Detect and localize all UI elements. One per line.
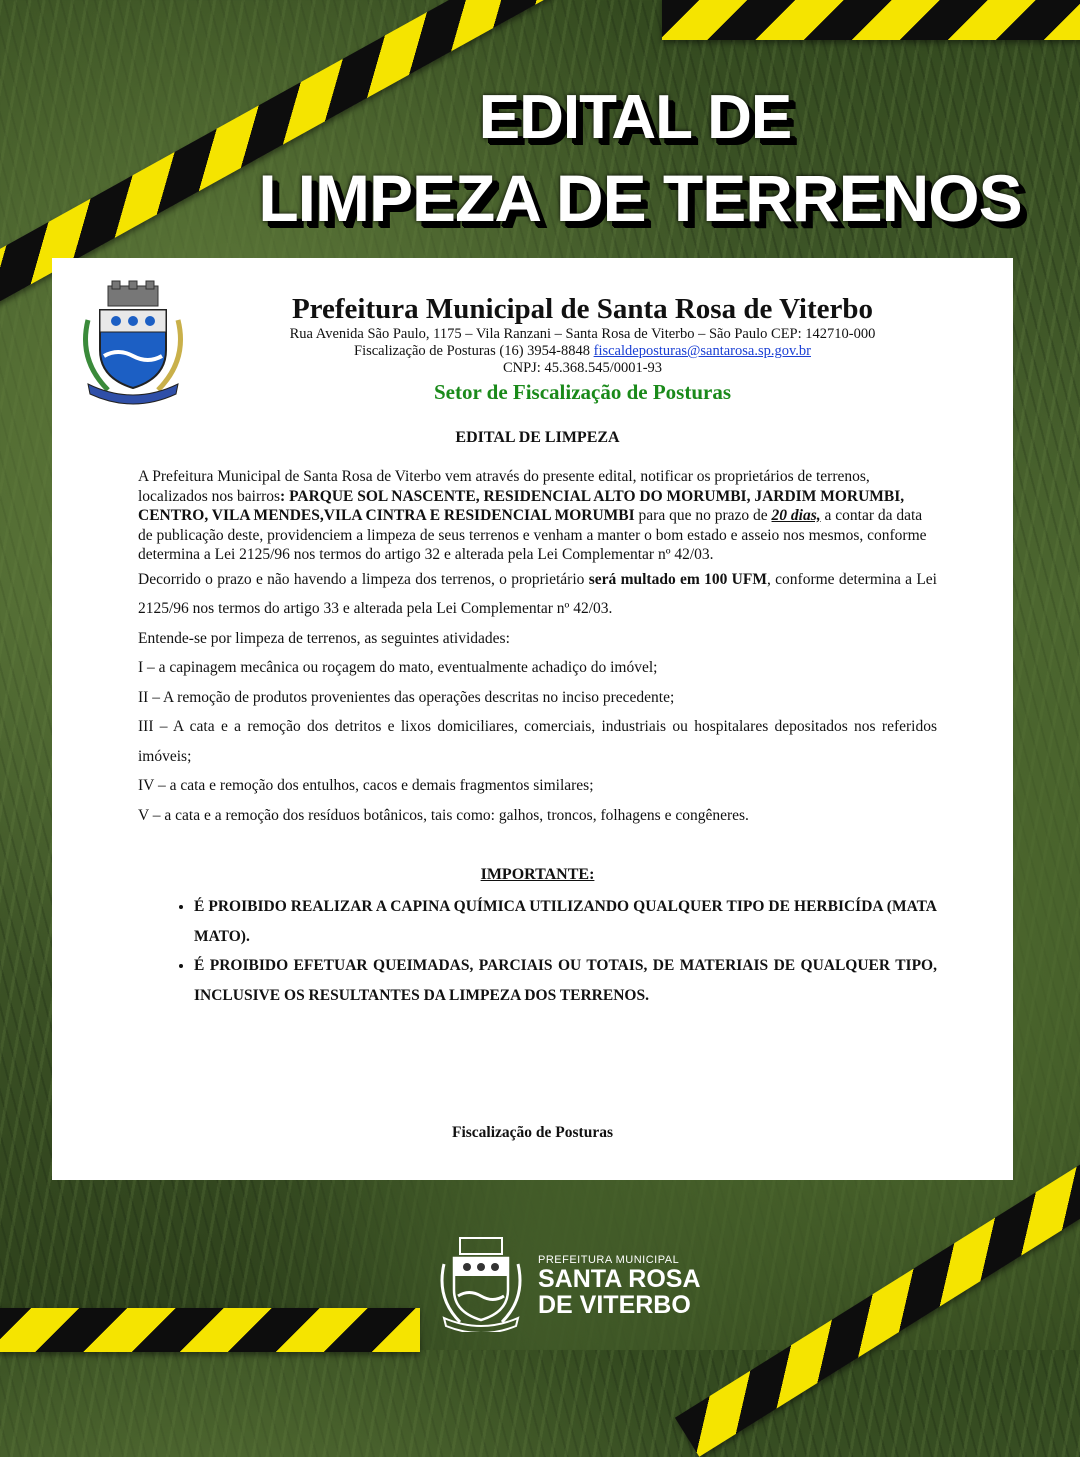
caution-tape-top-right — [662, 0, 1080, 40]
activity-item-5: V – a cata e a remoção dos resíduos botânicos, tais como: galhos, troncos, folhagens e congêneres. — [138, 806, 749, 824]
activity-item-2: II – A remoção de produtos provenientes das operações descritas no inciso precedente; — [138, 688, 675, 706]
edital-document — [52, 258, 1013, 1180]
activity-item-3: III – A cata e a remoção dos detritos e lixos domiciliares, comerciais, industriais ou hospitalares depositados nos referidos imóveis; — [138, 718, 937, 765]
footer-small-text: PREFEITURA MUNICIPAL — [538, 1253, 680, 1266]
penalty-paragraph — [138, 565, 937, 624]
banner-title-line2: LIMPEZA DE TERRENOS — [258, 161, 1022, 235]
penalty-fine: será multado em 100 UFM — [588, 570, 767, 588]
activity-item-1: I – a capinagem mecânica ou roçagem do mato, eventualmente achadiço do imóvel; — [138, 659, 658, 676]
intro-text-1: A Prefeitura Municipal de Santa Rosa de Viterbo vem através do presente edital, notificar os proprietários de terrenos, localizados nos bairros — [138, 468, 870, 505]
footer-city-line1: SANTA ROSA — [538, 1264, 701, 1293]
banner-title-line1: EDITAL DE — [478, 83, 792, 152]
deadline: 20 dias, — [771, 507, 821, 524]
footer-logo — [436, 1234, 701, 1337]
rules-list — [138, 892, 937, 1010]
org-name: Prefeitura Municipal de Santa Rosa de Viterbo — [291, 293, 874, 325]
coat-of-arms-icon — [78, 280, 188, 410]
neighborhoods-list: : PARQUE SOL NASCENTE, RESIDENCIAL ALTO DO MORUMBI, JARDIM MORUMBI, CENTRO, VILA MENDES,VILA CINTRA E RESIDENCIAL MORUMBI — [138, 487, 905, 524]
activity-item-4: IV – a cata e remoção dos entulhos, cacos e demais fragmentos similares; — [138, 777, 594, 794]
email-link[interactable]: fiscaldeposturas@santarosa.sp.gov.br — [593, 343, 811, 359]
intro-paragraph — [138, 467, 937, 565]
penalty-text-2: , conforme determina a Lei 2125/96 nos termos do artigo 33 e alterada pela Lei Complementar nº 42/03. — [138, 570, 937, 617]
org-address: Rua Avenida São Paulo, 1175 – Vila Ranzani – Santa Rosa de Viterbo – São Paulo CEP: 142710-000 — [289, 326, 876, 342]
sector-title: Setor de Fiscalização de Posturas — [433, 380, 732, 404]
footer-city-line2: DE VITERBO — [538, 1290, 691, 1319]
org-contact — [218, 343, 947, 360]
intro-text-2: para que no prazo de — [634, 507, 772, 524]
definition-intro: Entende-se por limpeza de terrenos, as seguintes atividades: — [138, 629, 510, 647]
signature: Fiscalização de Posturas — [451, 1124, 613, 1141]
rule-item-2: • É PROIBIDO EFETUAR QUEIMADAS, PARCIAIS OU TOTAIS, DE MATERIAIS DE QUALQUER TIPO, INCLUSIVE OS RESULTANTES DA LIMPEZA DOS TERRENOS. — [194, 951, 937, 1010]
footer-coat-of-arms-icon — [436, 1234, 526, 1337]
rule-item-1: • É PROIBIDO REALIZAR A CAPINA QUÍMICA UTILIZANDO QUALQUER TIPO DE HERBICÍDA (MATA MATO). — [194, 892, 937, 951]
caution-tape-bottom-left — [0, 1308, 420, 1352]
penalty-text-1: Decorrido o prazo e não havendo a limpeza dos terrenos, o proprietário — [138, 570, 589, 588]
edital-title: EDITAL DE LIMPEZA — [455, 429, 620, 446]
org-cnpj: CNPJ: 45.368.545/0001-93 — [502, 360, 663, 376]
important-title: IMPORTANTE: — [480, 866, 595, 883]
intro-text-3: a contar da data de publicação deste, providenciem a limpeza de seus terrenos e venham a manter o bom estado e asseio nos mesmos, conforme determina a Lei 2125/96 nos termos do artigo 32 e alterada pela Lei Complementar nº 42/03. — [138, 507, 927, 563]
contact-label: Fiscalização de Posturas (16) 3954-8848 — [354, 343, 594, 359]
